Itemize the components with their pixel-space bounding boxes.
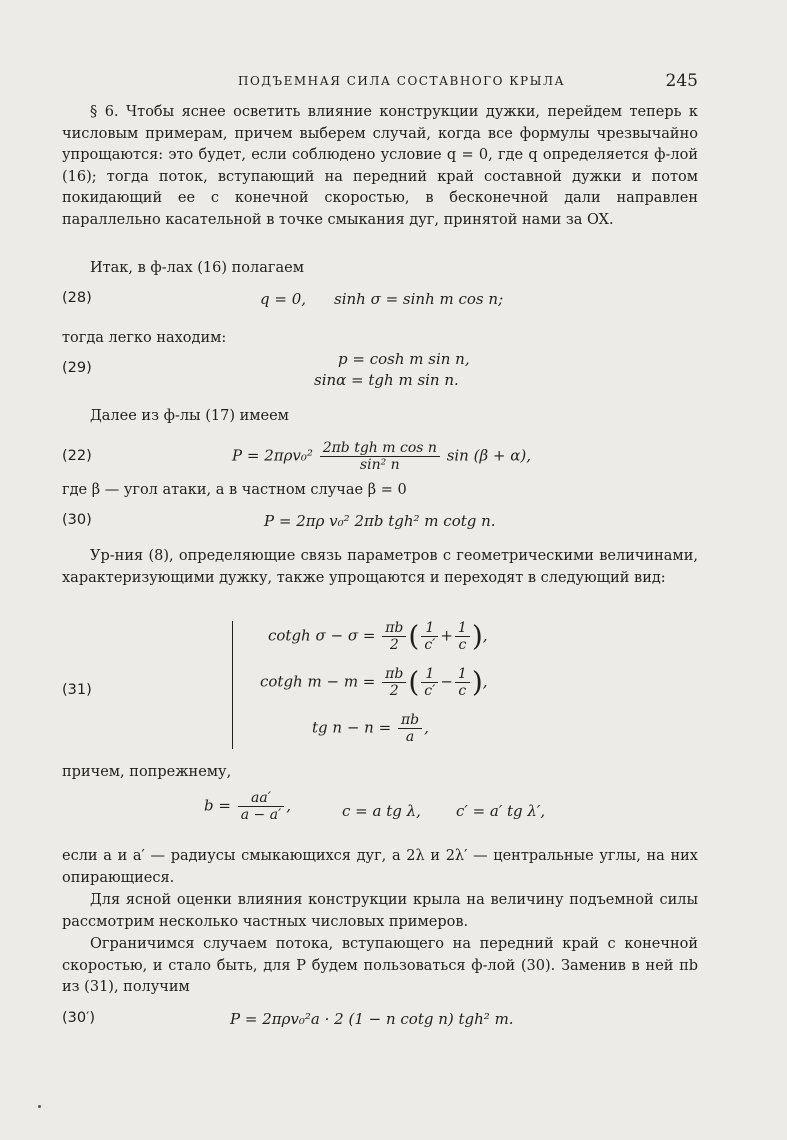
equation-28: [62, 290, 698, 314]
equation-22: [62, 440, 698, 480]
line1-frac-b: [455, 620, 470, 653]
equation-29-line1: p = cosh m sin n,: [338, 350, 470, 368]
fraction-numerator: πb: [382, 666, 406, 683]
b-lhs: b =: [204, 796, 231, 815]
fraction-denominator: c: [458, 637, 467, 653]
paragraph-further: Далее из ф-лы (17) имеем: [90, 408, 289, 424]
equation-c: c = a tg λ,: [342, 802, 421, 820]
fraction-numerator: aa′: [238, 790, 285, 807]
page-speck: [38, 1105, 41, 1108]
b-end: ,: [286, 796, 292, 815]
line3-fraction: [398, 712, 422, 745]
line2-lhs: cotgh m − m =: [260, 672, 376, 691]
fraction-denominator: c′: [424, 637, 436, 653]
equation-number: (30): [62, 512, 92, 528]
equation-30: [62, 512, 698, 536]
equation-29-line2: sinα = tgh m sin n.: [314, 371, 459, 389]
equation-b-c: [62, 790, 698, 834]
fraction-denominator: c: [458, 683, 467, 699]
page-number: 245: [665, 71, 698, 91]
equation-22-lhs: P = 2πρv₀²: [232, 446, 318, 465]
equation-30-body: P = 2πρ v₀² 2πb tgh² m cotg n.: [264, 512, 496, 530]
equation-31-line2: cotgh m − m = $\frac{\pi b}{2}$ ( $\frac{1}{c'}$ − $\frac{1}{c}$ ),: [260, 665, 488, 699]
paragraph-limit-case: Ограничимся случаем потока, вступающего на передний край с конечной скоростью, и стало быть, для P будем пользоваться ф-лой (30). Заменив в ней πb из (31), получим: [62, 936, 698, 996]
equation-number: (31): [62, 682, 92, 698]
equation-30-prime: [62, 1010, 698, 1034]
line2-frac-b: [455, 666, 470, 699]
equation-30-prime-body: P = 2πρv₀²a · 2 (1 − n cotg n) tgh² m.: [230, 1010, 514, 1028]
equation-22-rhs: sin (β + α),: [441, 446, 531, 465]
line1-frac-a: [421, 620, 438, 653]
equation-b: [204, 790, 291, 823]
paragraph-radii: если a и a′ — радиусы смыкающихся дуг, а 2λ и 2λ′ — центральные углы, на них опирающиеся.: [62, 848, 698, 886]
equation-number: (22): [62, 448, 92, 464]
running-header: [238, 71, 698, 91]
fraction-denominator: 2: [389, 637, 399, 653]
fraction-denominator: 2: [389, 683, 399, 699]
line1-operator: +: [440, 626, 453, 645]
paragraph-equations-8: Ур-ния (8), определяющие связь параметров с геометрическими величинами, характеризующими дужку, также упрощаются и переходят в следующий вид:: [62, 548, 698, 586]
fraction-denominator: a: [405, 729, 415, 745]
equation-number: (29): [62, 360, 92, 376]
line2-operator: −: [440, 672, 453, 691]
equation-29: [62, 350, 698, 396]
equation-31-line1: cotgh σ − σ = $\frac{\pi b}{2}$ ( $\frac{1}{c'}$ + $\frac{1}{c}$ ),: [268, 619, 488, 653]
fraction-numerator: 1: [421, 666, 438, 683]
equation-31-line3: [312, 712, 429, 745]
equation-number: (30′): [62, 1010, 96, 1026]
line1-lhs: cotgh σ − σ =: [268, 626, 376, 645]
fraction-numerator: πb: [382, 620, 406, 637]
equation-31: [62, 618, 698, 753]
line2-frac-a: [421, 666, 438, 699]
equation-28-part1: q = 0,: [260, 290, 307, 308]
paragraph-assessment: Для ясной оценки влияния конструкции крыла на величину подъемной силы рассмотрим несколько частных числовых примеров.: [62, 892, 698, 930]
fraction-numerator: 2πb tgh m cos n: [320, 440, 440, 457]
equation-number: (28): [62, 290, 92, 306]
fraction-numerator: 1: [421, 620, 438, 637]
line3-end: ,: [424, 718, 429, 737]
line2-fraction: [382, 666, 406, 699]
b-fraction: [238, 790, 285, 823]
paragraph-as-before: причем, попрежнему,: [62, 764, 232, 780]
paragraph-then-find: тогда легко находим:: [62, 330, 227, 346]
fraction-denominator: sin² n: [359, 457, 400, 473]
equation-28-part2: sinh σ = sinh m cos n;: [334, 290, 504, 308]
fraction-denominator: c′: [424, 683, 436, 699]
fraction-denominator: a − a′: [240, 807, 282, 823]
line1-fraction: [382, 620, 406, 653]
fraction-numerator: 1: [455, 666, 470, 683]
fraction-numerator: 1: [455, 620, 470, 637]
paragraph-section-6: § 6. Чтобы яснее осветить влияние конструкции дужки, перейдем теперь к числовым примерам, причем выберем случай, когда все формулы чрезвычайно упрощаются: это будет, если соблюдено условие q = 0, где q определяется ф-лой (16); тогда поток, вступающий на передний край составной дужки и потом покидающий ее с конечной скоростью, в бесконечной дали направлен параллельно касательной в точке смыкания дуг, принятой нами за OX.: [62, 104, 698, 228]
paragraph-attack-angle: где β — угол атаки, а в частном случае β = 0: [62, 482, 407, 498]
running-title: ПОДЪЕМНАЯ СИЛА СОСТАВНОГО КРЫЛА: [238, 74, 566, 88]
line2-end: ,: [482, 672, 488, 691]
line1-end: ,: [482, 626, 488, 645]
equation-22-fraction: [320, 440, 440, 473]
paragraph-substitution: Итак, в ф-лах (16) полагаем: [90, 260, 304, 276]
equation-c-prime: c′ = a′ tg λ′,: [456, 802, 546, 820]
line3-lhs: tg n − n =: [312, 718, 392, 737]
fraction-numerator: πb: [398, 712, 422, 729]
